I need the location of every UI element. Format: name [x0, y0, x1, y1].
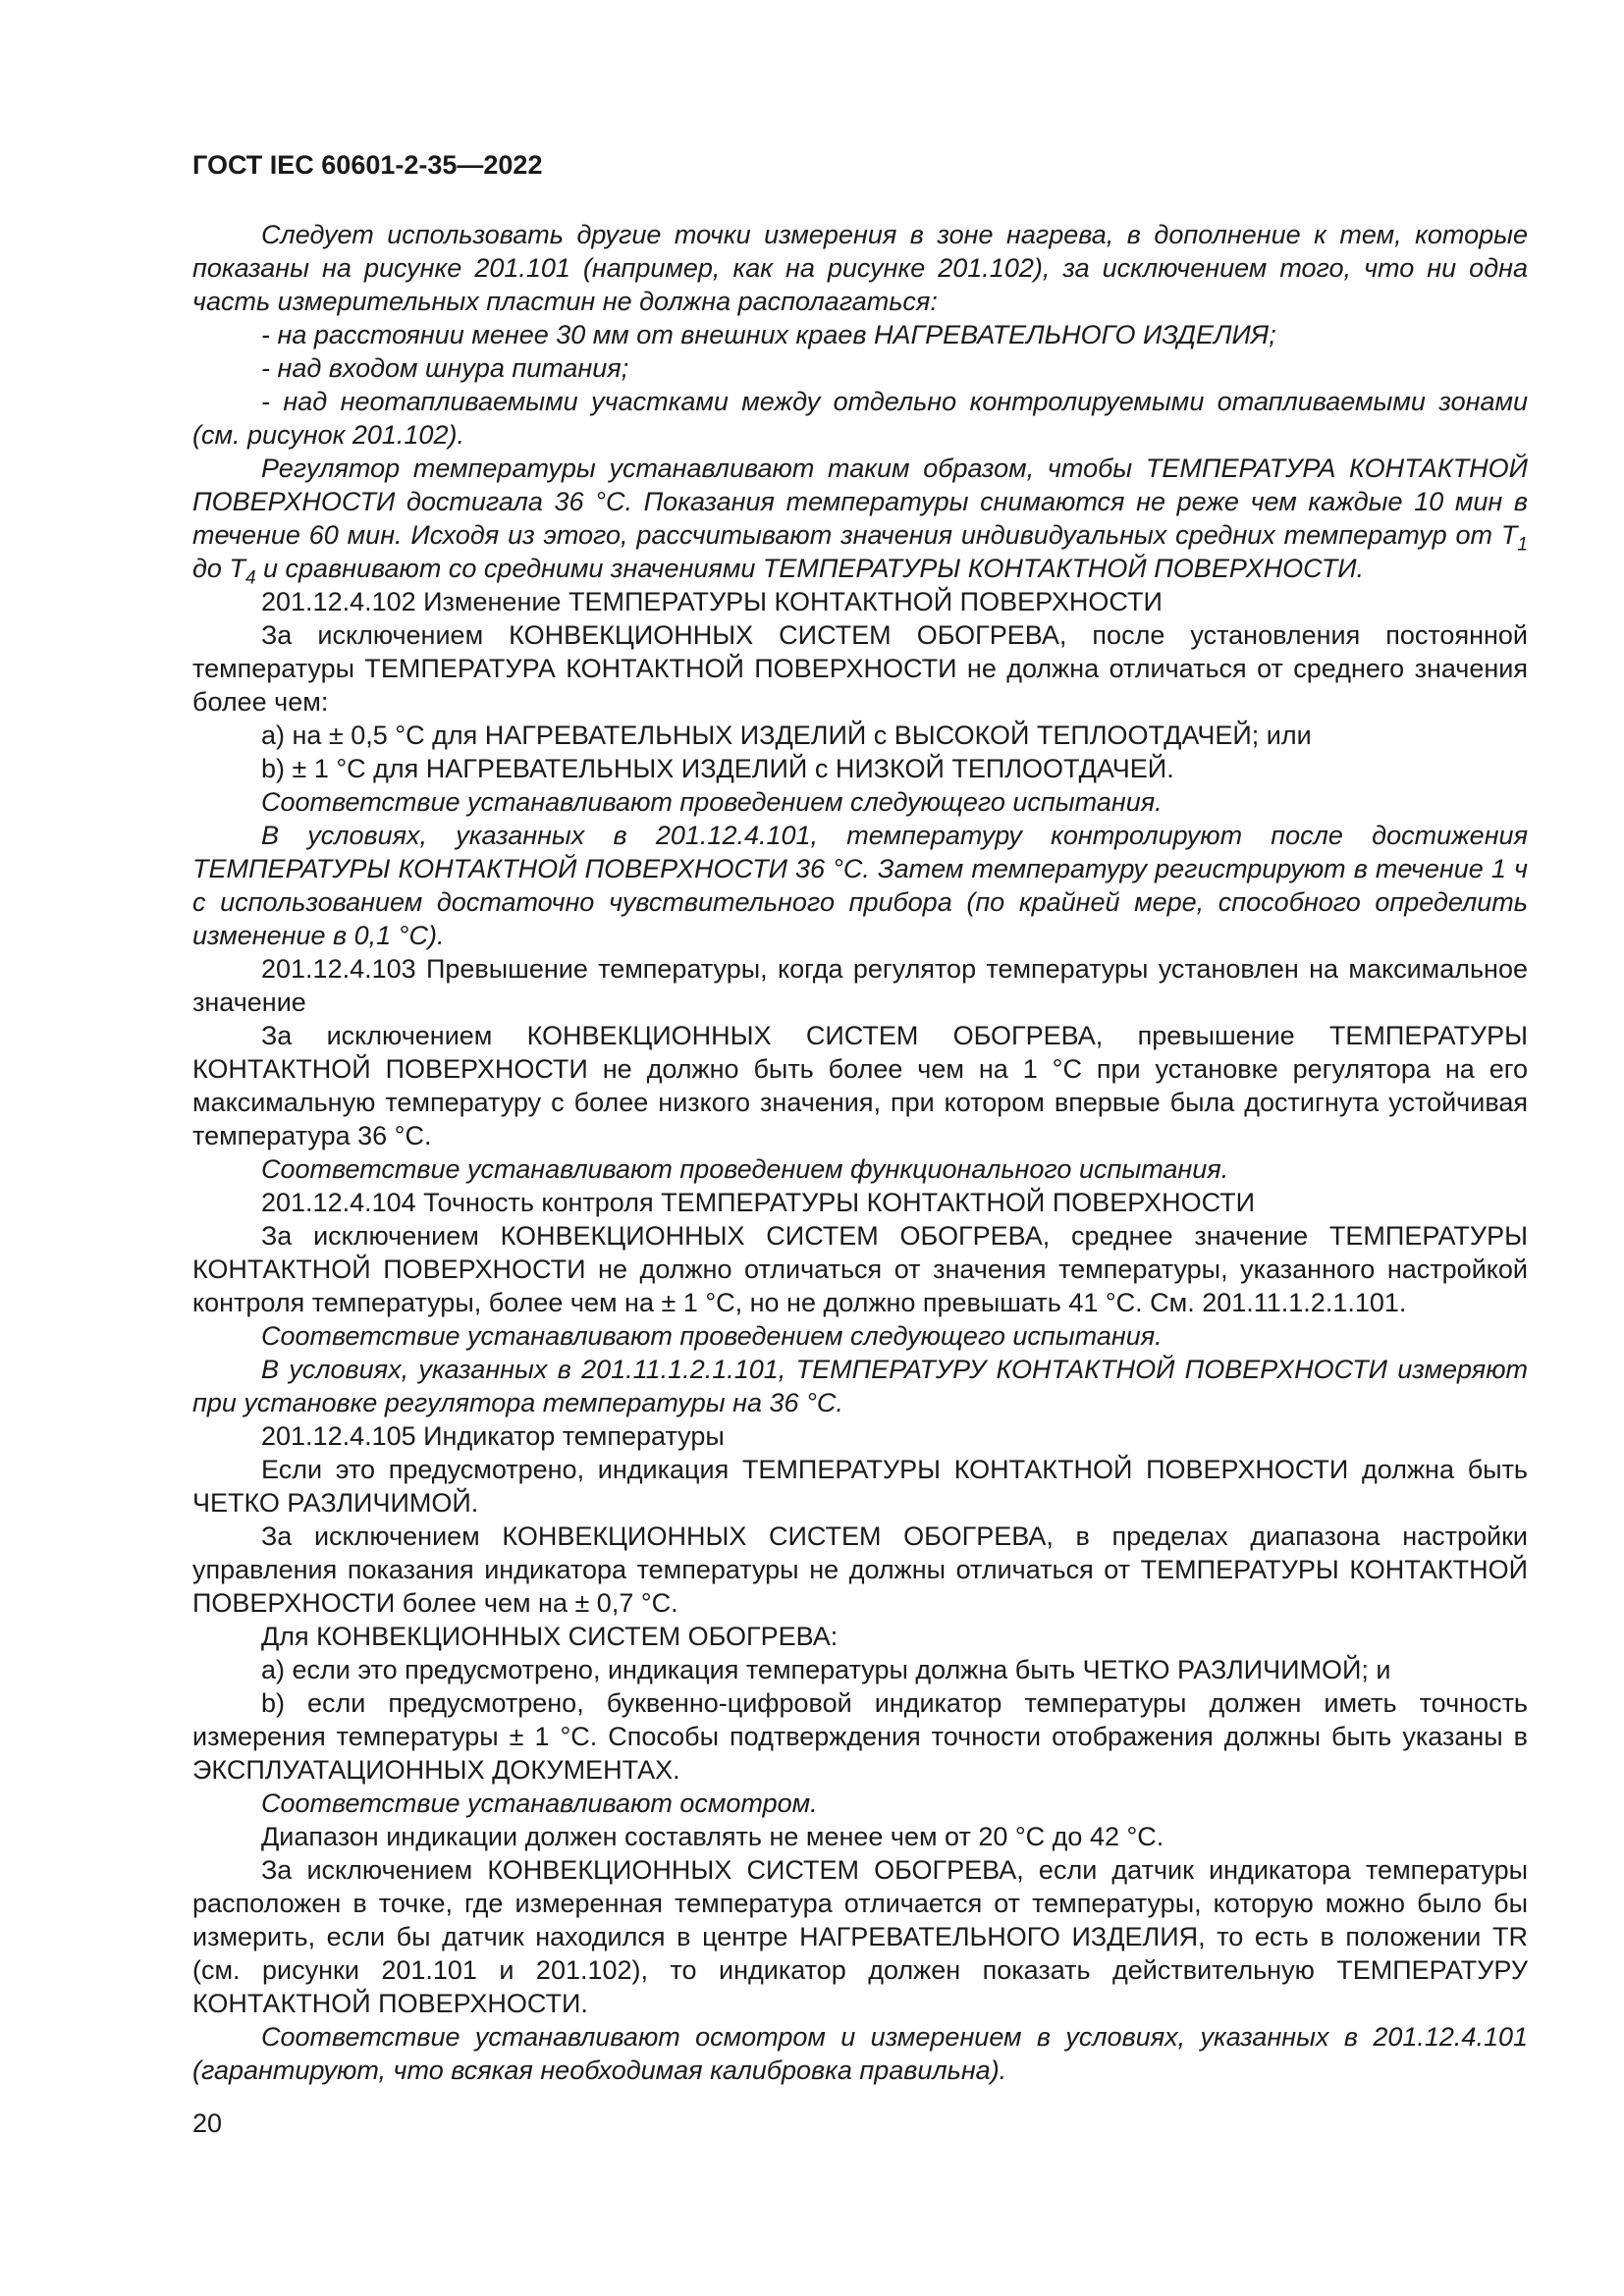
document-body — [192, 218, 1528, 2087]
paragraph: За исключением КОНВЕКЦИОННЫХ СИСТЕМ ОБОГРЕВА, среднее значение ТЕМПЕРАТУРЫ КОНТАКТНОЙ ПОВЕРХНОСТИ не должно отличаться от значения температуры, указанного настройкой контроля температуры, более чем на ± 1 °C, но не должно превышать 41 °C. См. 201.11.1.2.1.101. — [192, 1221, 1528, 1317]
compliance-note: Соответствие устанавливают проведением следующего испытания. — [261, 1321, 1163, 1351]
section-heading: 201.12.4.103 Превышение температуры, когда регулятор температуры установлен на максимальное значение — [192, 954, 1528, 1017]
document-page — [192, 147, 1528, 2087]
paragraph-regulator — [192, 452, 1528, 589]
paragraph: За исключением КОНВЕКЦИОННЫХ СИСТЕМ ОБОГРЕВА, превышение ТЕМПЕРАТУРЫ КОНТАКТНОЙ ПОВЕРХНОСТИ не должно быть более чем на 1 °C при установке регулятора на его максимальную температуру с более низкого значения, при котором впервые была достигнута устойчивая температура 36 °C. — [192, 1021, 1528, 1150]
list-item: a) на ± 0,5 °C для НАГРЕВАТЕЛЬНЫХ ИЗДЕЛИЙ с ВЫСОКОЙ ТЕПЛООТДАЧЕЙ; или — [261, 721, 1312, 750]
list-item: - над входом шнура питания; — [261, 353, 629, 383]
temp-range-middle: до T — [192, 554, 245, 583]
paragraph: В условиях, указанных в 201.11.1.2.1.101, ТЕМПЕРАТУРУ КОНТАКТНОЙ ПОВЕРХНОСТИ измеряют при установке регулятора температуры на 36 °C. — [192, 1355, 1528, 1417]
compliance-note: Соответствие устанавливают осмотром и измерением в условиях, указанных в 201.12.4.101 (гарантируют, что всякая необходимая калибровка правильна). — [192, 2022, 1528, 2085]
list-item: b) если предусмотрено, буквенно-цифровой индикатор температуры должен иметь точность измерения температуры ± 1 °C. Способы подтверждения точности отображения должны быть указаны в ЭКСПЛУАТАЦИОННЫХ ДОКУМЕНТАХ. — [192, 1688, 1528, 1785]
paragraph: За исключением КОНВЕКЦИОННЫХ СИСТЕМ ОБОГРЕВА, если датчик индикатора температуры расположен в точке, где измеренная температура отличается от температуры, которую можно было бы измерить, если бы датчик находился в центре НАГРЕВАТЕЛЬНОГО ИЗДЕЛИЯ, то есть в положении TR (см. рисунки 201.101 и 201.102), то индикатор должен показать действительную ТЕМПЕРАТУРУ КОНТАКТНОЙ ПОВЕРХНОСТИ. — [192, 1855, 1528, 2018]
paragraph: За исключением КОНВЕКЦИОННЫХ СИСТЕМ ОБОГРЕВА, в пределах диапазона настройки управления показания индикатора температуры не должны отличаться от ТЕМПЕРАТУРЫ КОНТАКТНОЙ ПОВЕРХНОСТИ более чем на ± 0,7 °C. — [192, 1522, 1528, 1618]
paragraph-regulator-text: Регулятор температуры устанавливают таким образом, чтобы ТЕМПЕРАТУРА КОНТАКТНОЙ ПОВЕРХНОСТИ достигала 36 °C. Показания температуры снимаются не реже чем каждые 10 мин в течение 60 мин. Исходя из этого, рассчитывают значения индивидуальных средних температур — [192, 454, 1528, 550]
page-number: 20 — [192, 2109, 223, 2138]
list-item: - над неотапливаемыми участками между отдельно контролируемыми отапливаемыми зонами (см. рисунок 201.102). — [192, 387, 1528, 450]
subscript-4: 4 — [244, 567, 256, 589]
compliance-note: Соответствие устанавливают проведением функционального испытания. — [261, 1154, 1229, 1184]
document-header: ГОСТ IEC 60601-2-35—2022 — [192, 150, 543, 180]
section-heading: 201.12.4.104 Точность контроля ТЕМПЕРАТУРЫ КОНТАКТНОЙ ПОВЕРХНОСТИ — [261, 1188, 1256, 1217]
paragraph: За исключением КОНВЕКЦИОННЫХ СИСТЕМ ОБОГРЕВА, после установления постоянной температуры ТЕМПЕРАТУРА КОНТАКТНОЙ ПОВЕРХНОСТИ не должна отличаться от среднего значения более чем: — [192, 620, 1528, 717]
paragraph: Если это предусмотрено, индикация ТЕМПЕРАТУРЫ КОНТАКТНОЙ ПОВЕРХНОСТИ должна быть ЧЕТКО РАЗЛИЧИМОЙ. — [192, 1455, 1528, 1518]
temp-range-prefix: от T — [1455, 520, 1518, 550]
paragraph: Диапазон индикации должен составлять не менее чем от 20 °C до 42 °C. — [261, 1822, 1164, 1851]
list-item: a) если это предусмотрено, индикация температуры должна быть ЧЕТКО РАЗЛИЧИМОЙ; и — [261, 1655, 1391, 1684]
list-item: b) ± 1 °C для НАГРЕВАТЕЛЬНЫХ ИЗДЕЛИЙ с НИЗКОЙ ТЕПЛООТДАЧЕЙ. — [261, 754, 1174, 783]
subscript-1: 1 — [1517, 534, 1528, 556]
paragraph: Следует использовать другие точки измерения в зоне нагрева, в дополнение к тем, которые показаны на рисунке 201.101 (например, как на рисунке 201.102), за исключением того, что ни одна часть измерительных пластин не должна располагаться: — [192, 220, 1528, 316]
compliance-note: Соответствие устанавливают осмотром. — [261, 1789, 818, 1818]
section-heading: 201.12.4.105 Индикатор температуры — [261, 1421, 725, 1451]
list-item: - на расстоянии менее 30 мм от внешних краев НАГРЕВАТЕЛЬНОГО ИЗДЕЛИЯ; — [261, 320, 1276, 349]
paragraph: В условиях, указанных в 201.12.4.101, температуру контролируют после достижения ТЕМПЕРАТУРЫ КОНТАКТНОЙ ПОВЕРХНОСТИ 36 °C. Затем температуру регистрируют в течение 1 ч с использованием достаточно чувствительного прибора (по крайней мере, способного определить изменение в 0,1 °C). — [192, 821, 1528, 950]
paragraph: Для КОНВЕКЦИОННЫХ СИСТЕМ ОБОГРЕВА: — [261, 1622, 839, 1651]
temp-range-suffix: и сравнивают со средними значениями ТЕМПЕРАТУРЫ КОНТАКТНОЙ ПОВЕРХНОСТИ. — [255, 554, 1365, 583]
compliance-note: Соответствие устанавливают проведением следующего испытания. — [261, 787, 1163, 817]
section-heading: 201.12.4.102 Изменение ТЕМПЕРАТУРЫ КОНТАКТНОЙ ПОВЕРХНОСТИ — [261, 587, 1163, 616]
